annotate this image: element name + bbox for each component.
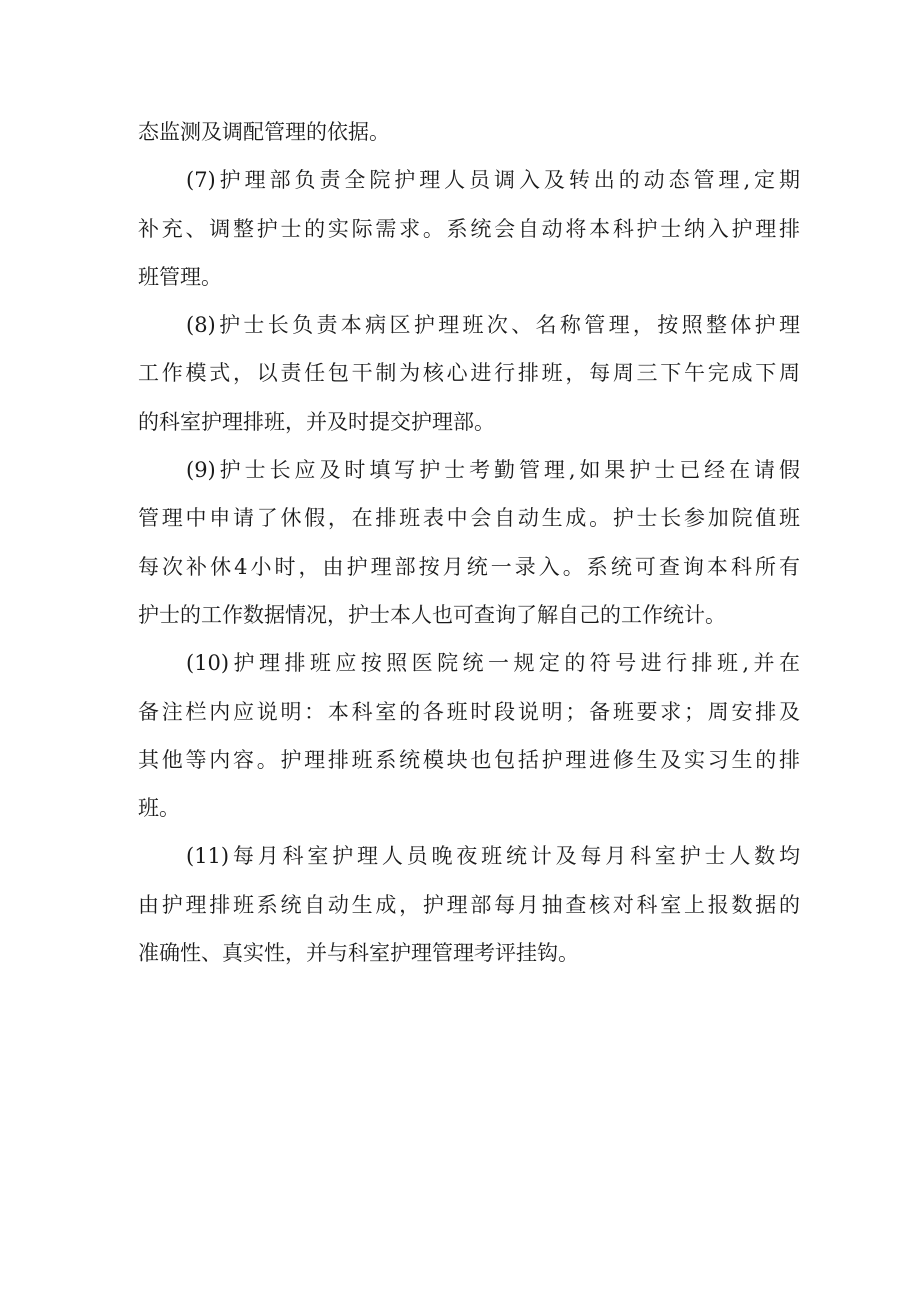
paragraph-10-line-3: 其他等内容。护理排班系统模块也包括护理进修生及实习生的排 [138,747,800,772]
paragraph-9-line-1: (9)护士长应及时填写护士考勤管理,如果护士已经在请假 [186,458,800,483]
document-body [138,108,800,977]
text-line: 态监测及调配管理的依据。 [138,120,390,144]
paragraph-7-line-3: 班管理。 [138,264,222,289]
paragraph-10-line-2: 备注栏内应说明：本科室的各班时段说明；备班要求；周安排及 [138,699,800,724]
paragraph-9-line-3: 每次补休4小时，由护理部按月统一录入。系统可查询本科所有 [138,554,800,579]
paragraph-8-line-2: 工作模式，以责任包干制为核心进行排班，每周三下午完成下周 [138,361,800,386]
paragraph-9-line-2: 管理中申请了休假，在排班表中会自动生成。护士长参加院值班 [138,506,800,531]
paragraph-8-line-3: 的科室护理排班，并及时提交护理部。 [138,409,495,434]
paragraph-9-line-4: 护士的工作数据情况，护士本人也可查询了解自己的工作统计。 [138,602,726,627]
paragraph-10-line-4: 班。 [138,796,180,821]
paragraph-11-line-2: 由护理排班系统自动生成，护理部每月抽查核对科室上报数据的 [138,892,800,917]
paragraph-8-line-1: (8)护士长负责本病区护理班次、名称管理，按照整体护理 [186,313,800,338]
paragraph-7-line-2: 补充、调整护士的实际需求。系统会自动将本科护士纳入护理排 [138,216,800,241]
paragraph-7-line-1: (7)护理部负责全院护理人员调入及转出的动态管理,定期 [186,168,800,193]
paragraph-11-line-1: (11)每月科室护理人员晚夜班统计及每月科室护士人数均 [186,844,800,869]
paragraph-11-line-3: 准确性、真实性，并与科室护理管理考评挂钩。 [138,941,579,966]
paragraph-10-line-1: (10)护理排班应按照医院统一规定的符号进行排班,并在 [186,651,800,676]
